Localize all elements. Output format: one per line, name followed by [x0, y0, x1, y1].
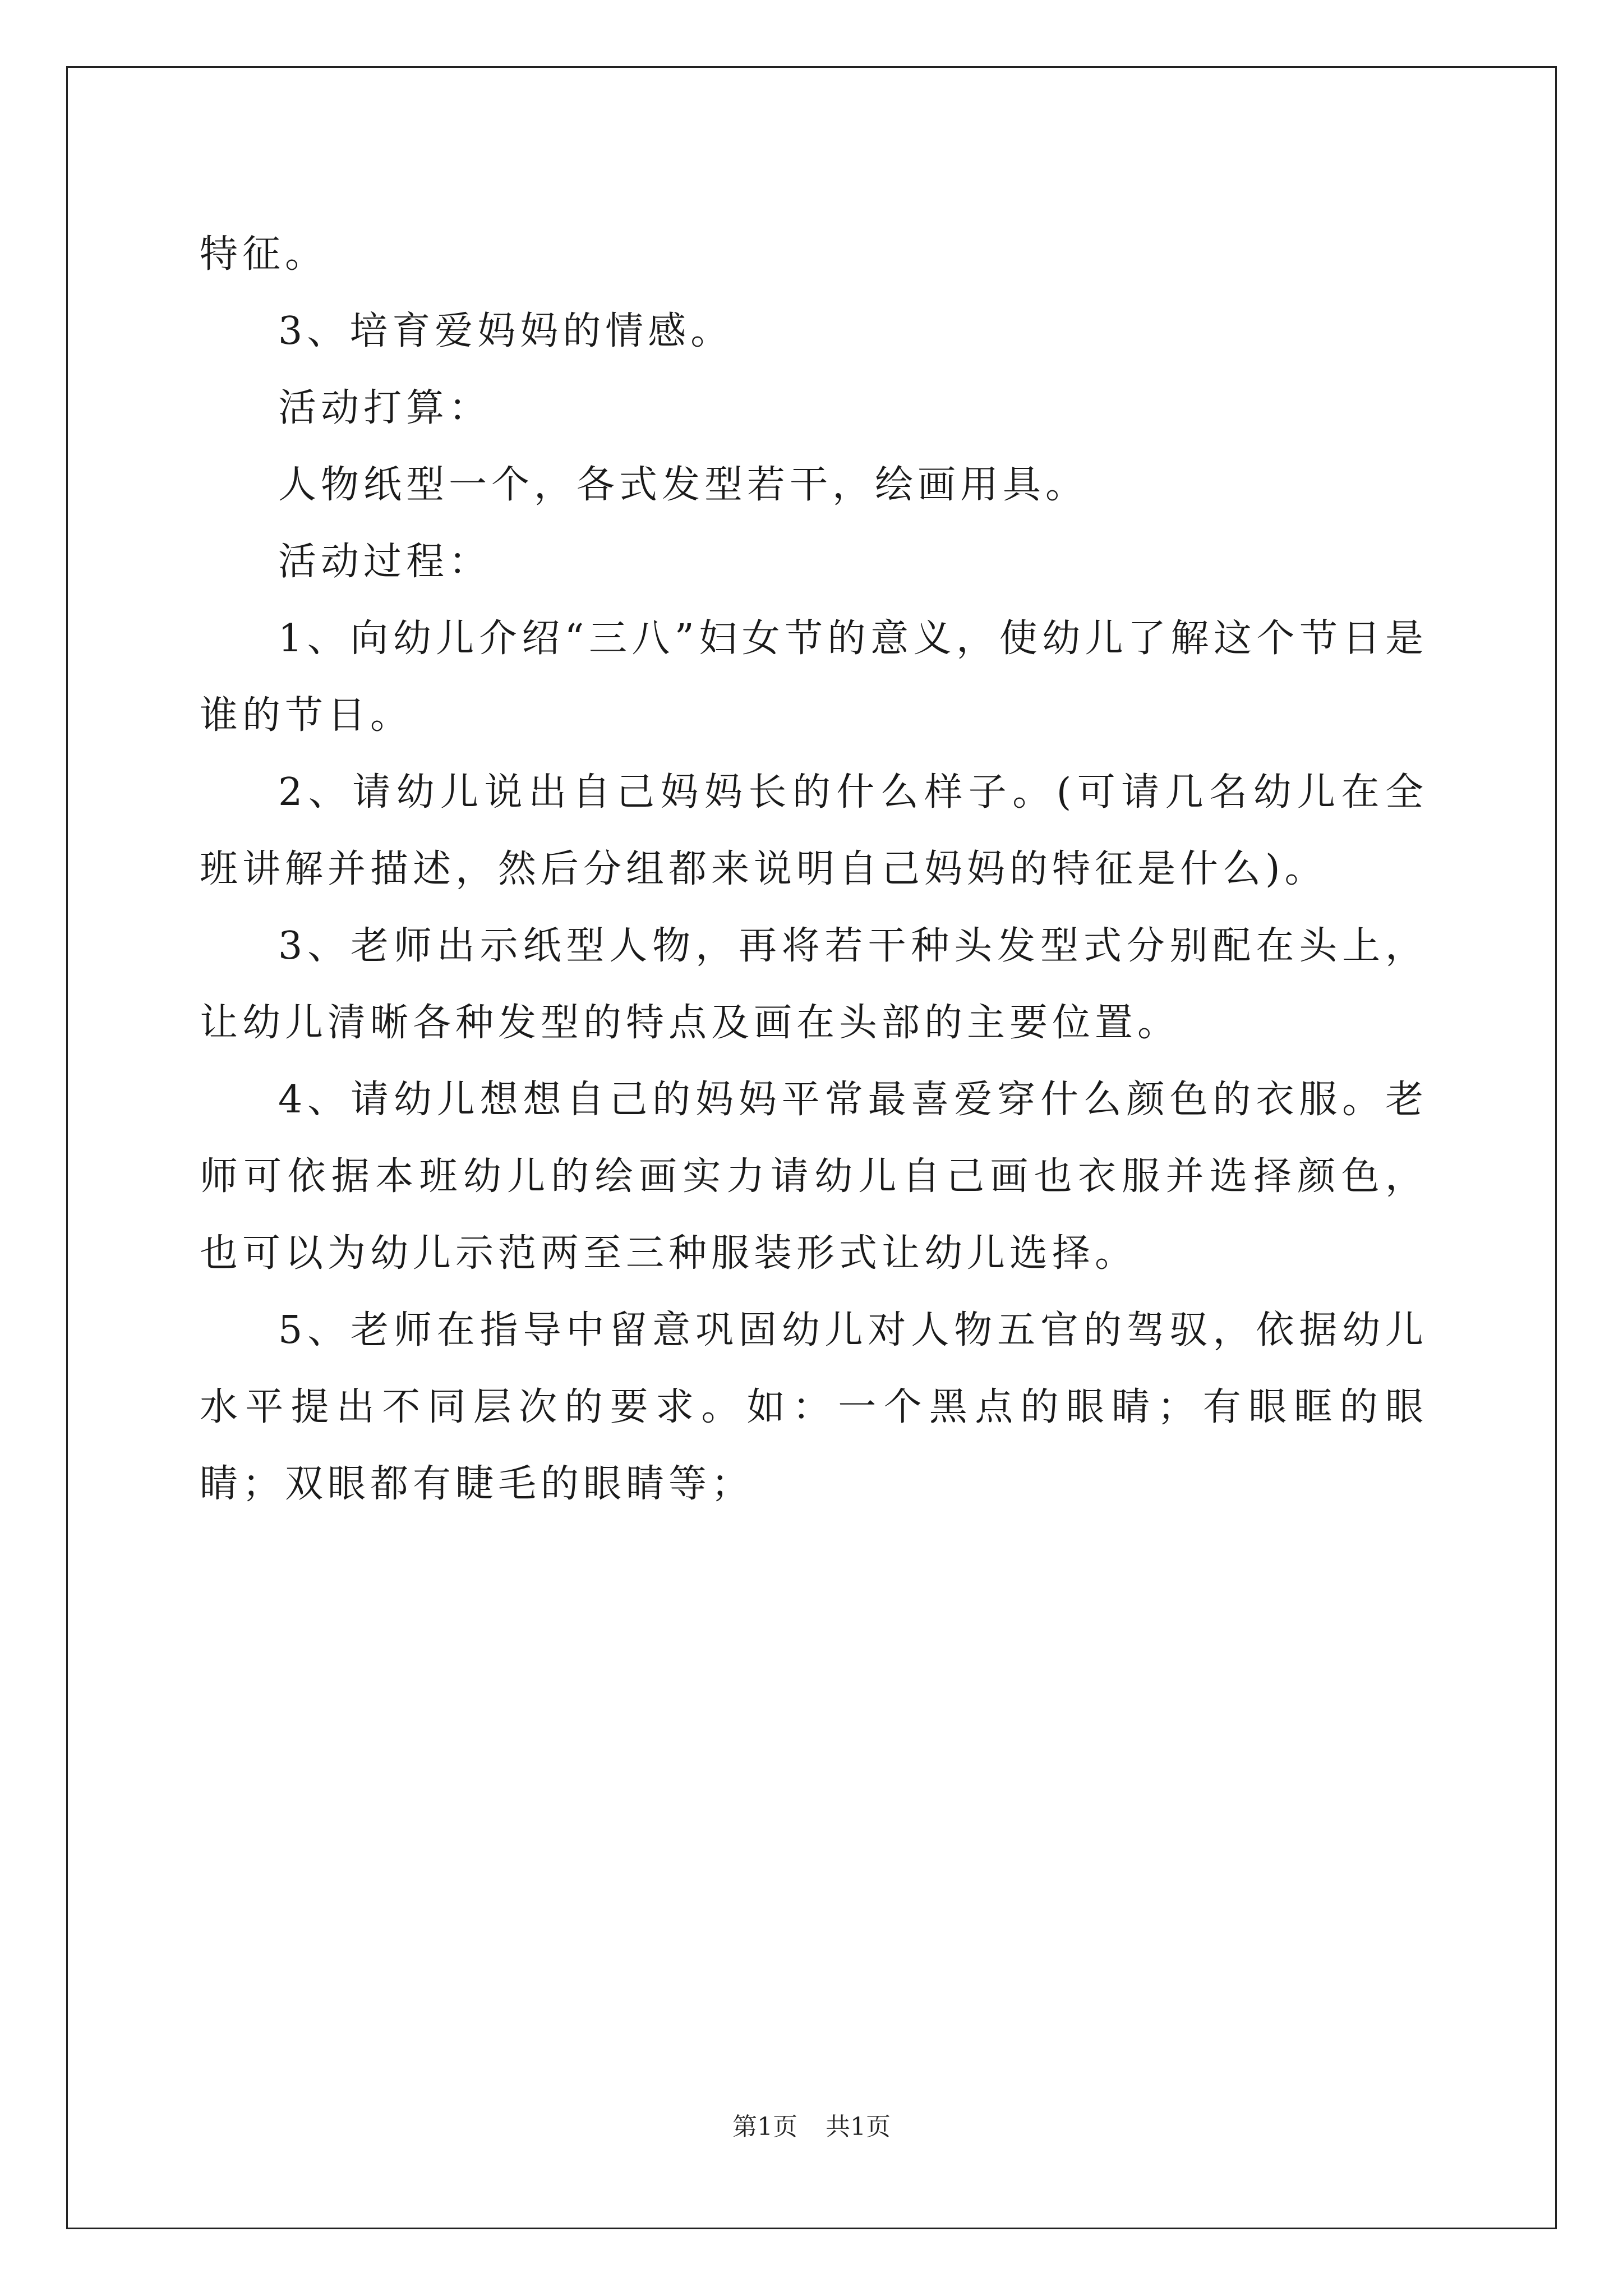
paragraph-10: 5、老师在指导中留意巩固幼儿对人物五官的驾驭，依据幼儿水平提出不同层次的要求。如：一个黑点的眼睛；有眼眶的眼睛；双眼都有睫毛的眼睛等；: [200, 1308, 1428, 1506]
paragraph-6: 1、向幼儿介绍“三八”妇女节的意义，使幼儿了解这个节日是谁的节日。: [200, 616, 1428, 738]
page-number: 第1页: [732, 2113, 797, 2141]
paragraph-7: 2、请幼儿说出自己妈妈长的什么样子。(可请几名幼儿在全班讲解并描述，然后分组都来说明自己妈妈的特征是什么)。: [200, 770, 1428, 891]
paragraph-5: 活动过程：: [278, 540, 492, 584]
paragraph-8: 3、老师出示纸型人物，再将若干种头发型式分别配在头上，让幼儿清晰各种发型的特点及画在头部的主要位置。: [200, 924, 1428, 1045]
paragraph-3: 活动打算：: [278, 386, 492, 430]
paragraph-9: 4、请幼儿想想自己的妈妈平常最喜爱穿什么颜色的衣服。老师可依据本班幼儿的绘画实力请幼儿自己画也衣服并选择颜色，也可以为幼儿示范两至三种服装形式让幼儿选择。: [200, 1078, 1428, 1276]
paragraph-4: 人物纸型一个，各式发型若干，绘画用具。: [278, 463, 1089, 507]
page-footer: [0, 2110, 1623, 2144]
paragraph-2: 3、培育爱妈妈的情感。: [278, 309, 734, 353]
document-body: [200, 216, 1428, 1522]
paragraph-1: 特征。: [200, 232, 328, 277]
page-total: 共1页: [826, 2113, 891, 2141]
